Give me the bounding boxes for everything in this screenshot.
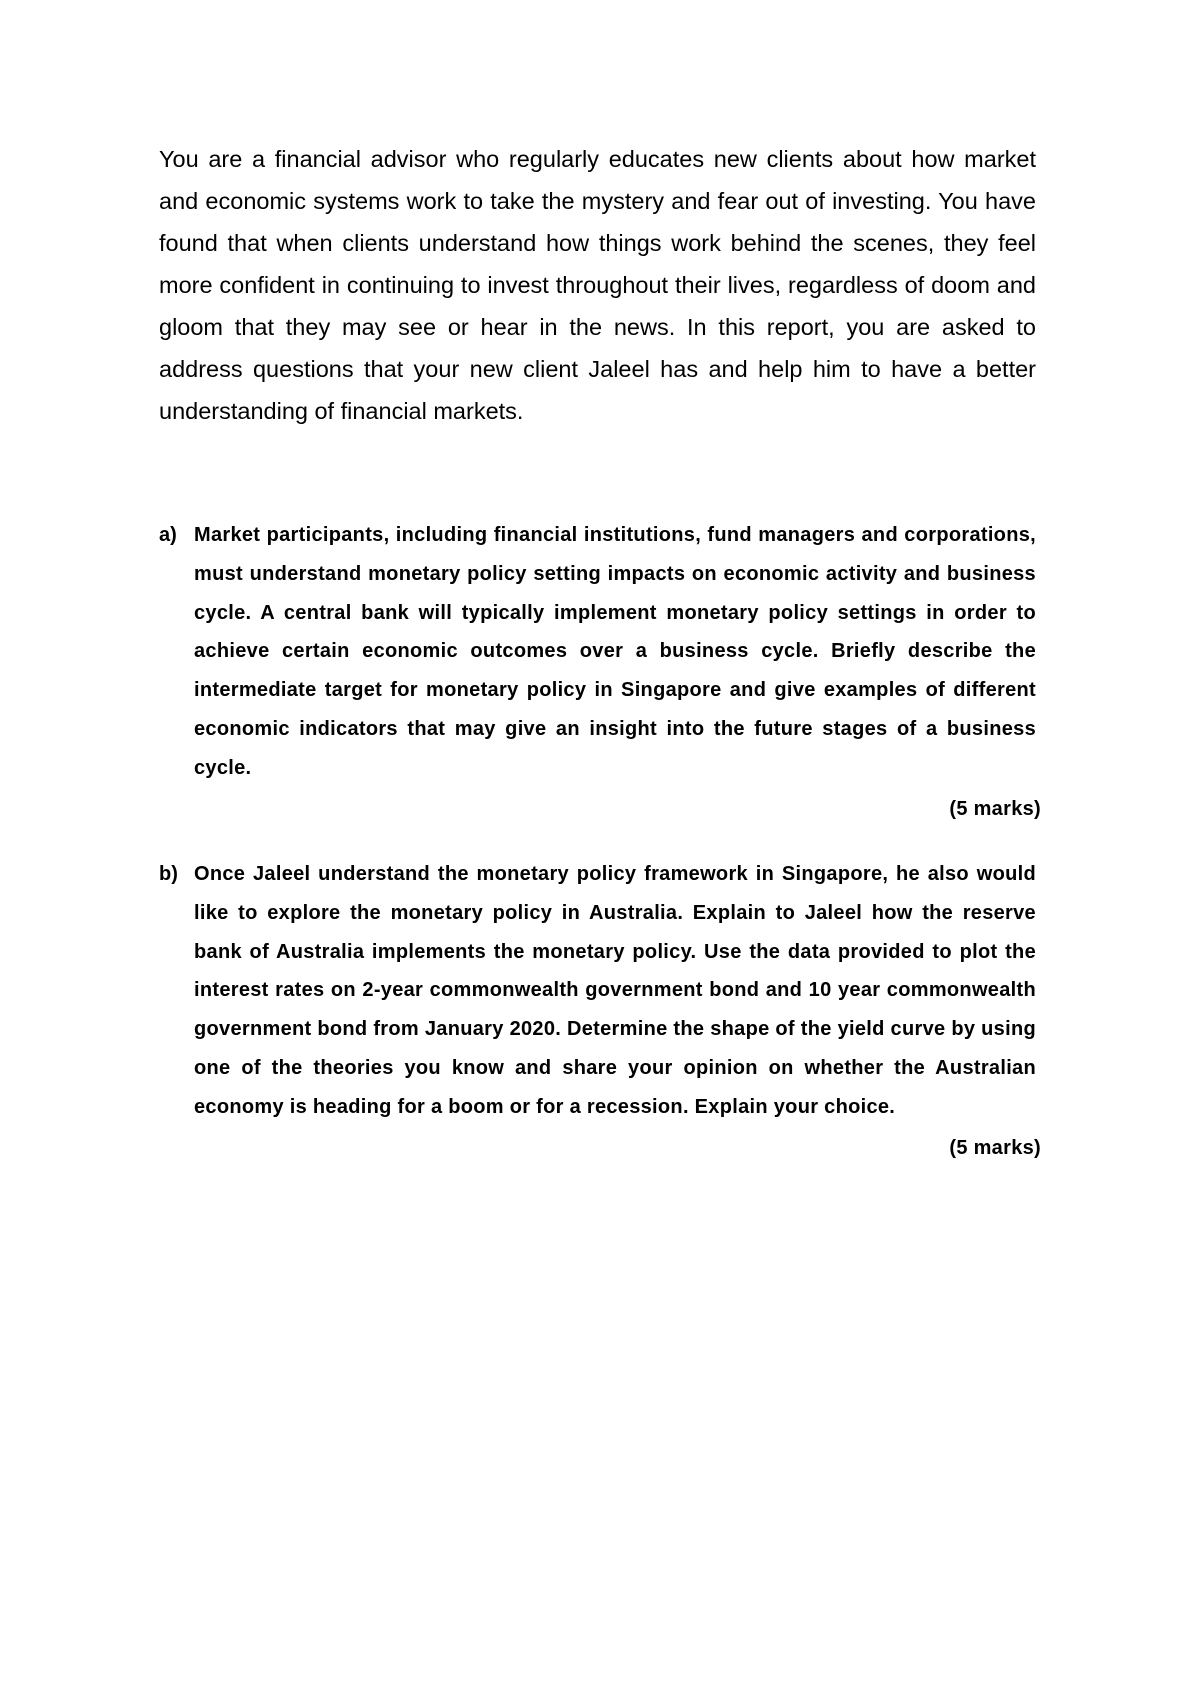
question-a	[159, 516, 1041, 828]
intro-paragraph: You are a financial advisor who regularly educates new clients about how market and economic systems work to take the mystery and fear out of investing. You have found that when clients understand how things work behind the scenes, they feel more confident in continuing to invest throughout their lives, regardless of doom and gloom that they may see or hear in the news. In this report, you are asked to address questions that your new client Jaleel has and help him to have a better understanding of financial markets.	[159, 146, 1036, 424]
question-label: b)	[159, 863, 178, 885]
question-text: Once Jaleel understand the monetary policy framework in Singapore, he also would like to explore the monetary policy in Australia. Explain to Jaleel how the reserve bank of Australia implements the monetary policy. Use the data provided to plot the interest rates on 2-year commonwealth government bond and 10 year commonwealth government bond from January 2020. Determine the shape of the yield curve by using one of the theories you know and share your opinion on whether the Australian economy is heading for a boom or for a recession. Explain your choice.	[194, 863, 1036, 1118]
question-marks: (5 marks)	[949, 1136, 1041, 1159]
question-label: a)	[159, 524, 177, 546]
question-text: Market participants, including financial institutions, fund managers and corporations, must understand monetary policy setting impacts on economic activity and business cycle. A central bank will typically implement monetary policy settings in order to achieve certain economic outcomes over a business cycle. Briefly describe the intermediate target for monetary policy in Singapore and give examples of different economic indicators that may give an insight into the future stages of a business cycle.	[194, 524, 1036, 779]
question-marks: (5 marks)	[949, 797, 1041, 820]
question-b	[159, 855, 1041, 1167]
